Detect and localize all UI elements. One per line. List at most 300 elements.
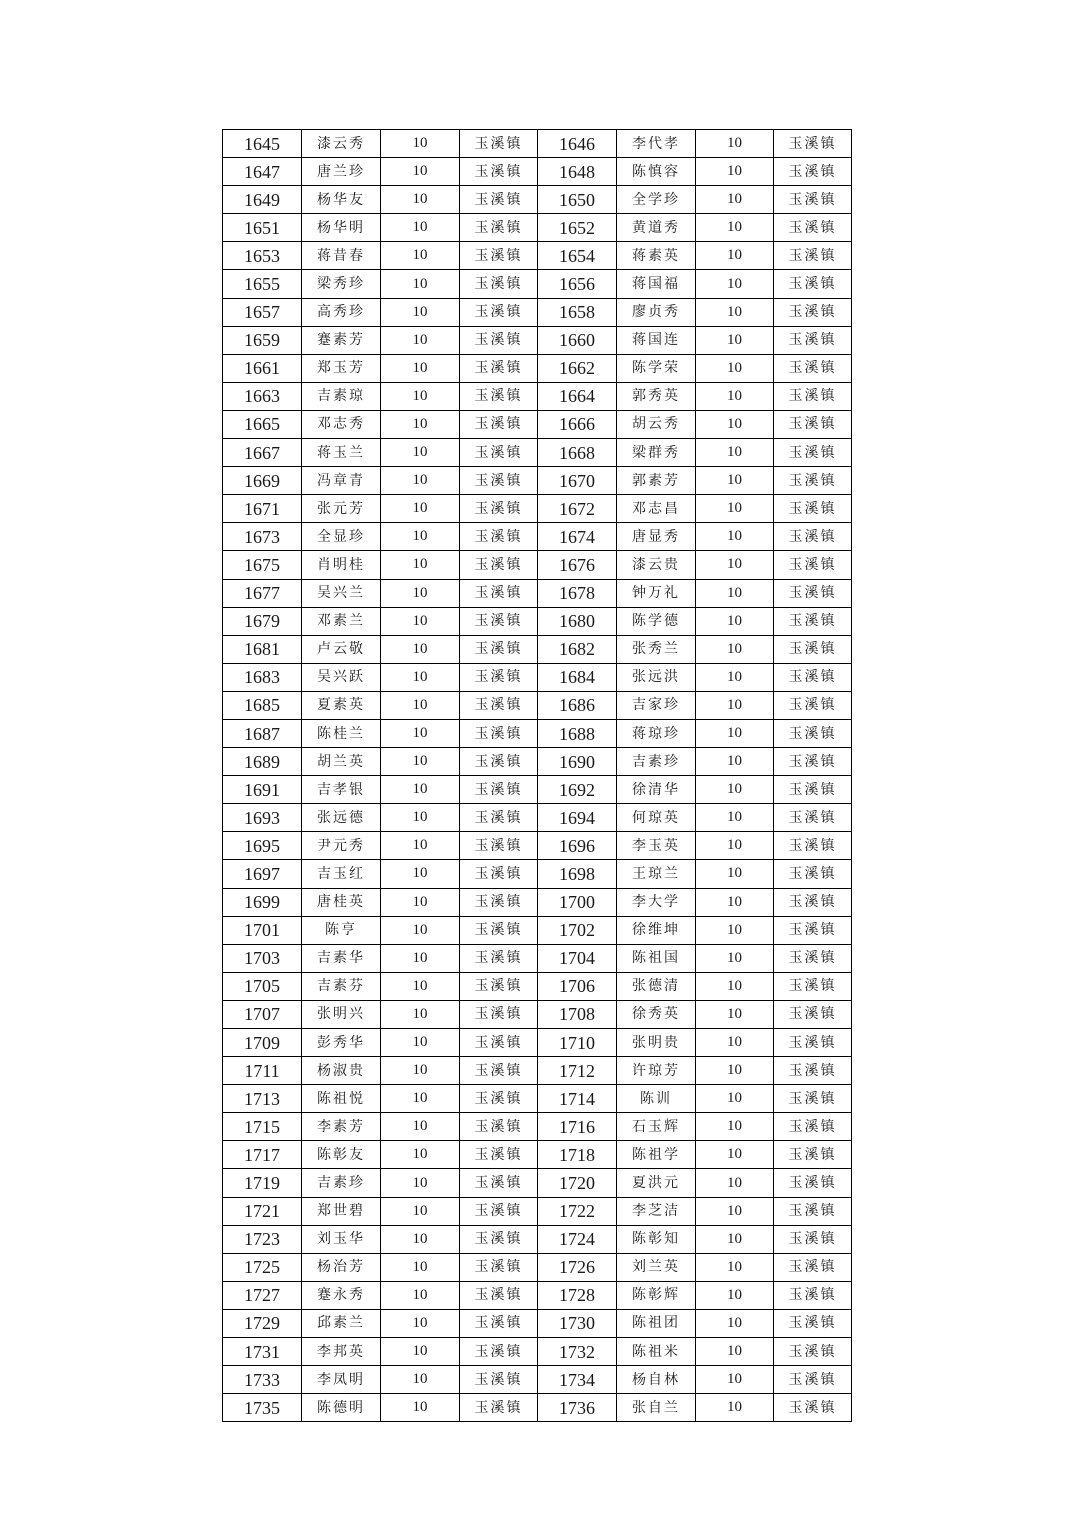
right-entry-name-cell: 张自兰 [617,1394,696,1422]
right-entry-name-cell: 黄道秀 [617,214,696,242]
left-entry-number-cell: 1729 [223,1309,302,1337]
right-entry-town-cell: 玉溪镇 [774,158,852,186]
right-entry-amount-cell: 10 [696,691,774,719]
right-entry-name-cell: 漆云贵 [617,551,696,579]
right-entry-number-cell: 1724 [538,1225,617,1253]
left-entry-number-cell: 1659 [223,326,302,354]
left-entry-name-cell: 唐兰珍 [302,158,381,186]
right-entry-name-cell: 陈彰辉 [617,1281,696,1309]
right-entry-amount-cell: 10 [696,1141,774,1169]
left-entry-number-cell: 1681 [223,635,302,663]
left-entry-amount-cell: 10 [381,1085,460,1113]
left-entry-name-cell: 肖明桂 [302,551,381,579]
table-row [223,776,852,804]
left-entry-amount-cell: 10 [381,1113,460,1141]
left-entry-number-cell: 1657 [223,298,302,326]
right-entry-number-cell: 1664 [538,382,617,410]
right-entry-number-cell: 1656 [538,270,617,298]
left-entry-name-cell: 陈德明 [302,1394,381,1422]
table-row [223,439,852,467]
right-entry-name-cell: 徐清华 [617,776,696,804]
left-entry-name-cell: 胡兰英 [302,748,381,776]
left-entry-town-cell: 玉溪镇 [460,1309,538,1337]
roster-table [222,129,852,1422]
left-entry-name-cell: 蒋玉兰 [302,439,381,467]
right-entry-town-cell: 玉溪镇 [774,1141,852,1169]
right-entry-amount-cell: 10 [696,719,774,747]
left-entry-number-cell: 1653 [223,242,302,270]
right-entry-number-cell: 1734 [538,1366,617,1394]
right-entry-name-cell: 许琼芳 [617,1057,696,1085]
right-entry-amount-cell: 10 [696,1113,774,1141]
right-entry-number-cell: 1700 [538,888,617,916]
right-entry-town-cell: 玉溪镇 [774,944,852,972]
left-entry-amount-cell: 10 [381,1000,460,1028]
left-entry-amount-cell: 10 [381,1057,460,1085]
table-row [223,1085,852,1113]
left-entry-town-cell: 玉溪镇 [460,972,538,1000]
left-entry-amount-cell: 10 [381,1366,460,1394]
right-entry-number-cell: 1678 [538,579,617,607]
right-entry-town-cell: 玉溪镇 [774,579,852,607]
left-entry-name-cell: 陈彰友 [302,1141,381,1169]
right-entry-name-cell: 王琼兰 [617,860,696,888]
left-entry-number-cell: 1679 [223,607,302,635]
right-entry-amount-cell: 10 [696,1281,774,1309]
left-entry-number-cell: 1721 [223,1197,302,1225]
left-entry-number-cell: 1699 [223,888,302,916]
roster-table-body [223,130,852,1422]
left-entry-town-cell: 玉溪镇 [460,467,538,495]
right-entry-town-cell: 玉溪镇 [774,214,852,242]
right-entry-amount-cell: 10 [696,467,774,495]
left-entry-number-cell: 1687 [223,719,302,747]
left-entry-number-cell: 1655 [223,270,302,298]
right-entry-amount-cell: 10 [696,1309,774,1337]
right-entry-name-cell: 蒋素英 [617,242,696,270]
right-entry-name-cell: 陈彰知 [617,1225,696,1253]
table-row [223,916,852,944]
right-entry-amount-cell: 10 [696,804,774,832]
left-entry-town-cell: 玉溪镇 [460,1281,538,1309]
right-entry-number-cell: 1694 [538,804,617,832]
right-entry-amount-cell: 10 [696,439,774,467]
left-entry-name-cell: 吉素芬 [302,972,381,1000]
left-entry-number-cell: 1697 [223,860,302,888]
left-entry-number-cell: 1709 [223,1029,302,1057]
table-row [223,579,852,607]
left-entry-amount-cell: 10 [381,860,460,888]
right-entry-name-cell: 张秀兰 [617,635,696,663]
left-entry-amount-cell: 10 [381,635,460,663]
right-entry-amount-cell: 10 [696,888,774,916]
right-entry-name-cell: 李代孝 [617,130,696,158]
right-entry-name-cell: 张德清 [617,972,696,1000]
right-entry-number-cell: 1732 [538,1338,617,1366]
left-entry-name-cell: 卢云敬 [302,635,381,663]
right-entry-number-cell: 1718 [538,1141,617,1169]
left-entry-amount-cell: 10 [381,382,460,410]
right-entry-name-cell: 郭素芳 [617,467,696,495]
table-row [223,1029,852,1057]
right-entry-town-cell: 玉溪镇 [774,1029,852,1057]
right-entry-amount-cell: 10 [696,1225,774,1253]
left-entry-town-cell: 玉溪镇 [460,944,538,972]
left-entry-amount-cell: 10 [381,1253,460,1281]
left-entry-number-cell: 1695 [223,832,302,860]
left-entry-name-cell: 刘玉华 [302,1225,381,1253]
left-entry-amount-cell: 10 [381,691,460,719]
table-row [223,719,852,747]
left-entry-number-cell: 1713 [223,1085,302,1113]
right-entry-name-cell: 吉家珍 [617,691,696,719]
left-entry-name-cell: 尹元秀 [302,832,381,860]
right-entry-amount-cell: 10 [696,410,774,438]
left-entry-town-cell: 玉溪镇 [460,298,538,326]
right-entry-amount-cell: 10 [696,607,774,635]
right-entry-number-cell: 1684 [538,663,617,691]
right-entry-number-cell: 1688 [538,719,617,747]
right-entry-name-cell: 徐秀英 [617,1000,696,1028]
left-entry-number-cell: 1677 [223,579,302,607]
left-entry-name-cell: 陈桂兰 [302,719,381,747]
right-entry-number-cell: 1728 [538,1281,617,1309]
right-entry-amount-cell: 10 [696,832,774,860]
table-row [223,691,852,719]
right-entry-name-cell: 钟万礼 [617,579,696,607]
right-entry-name-cell: 邓志昌 [617,495,696,523]
table-row [223,1169,852,1197]
left-entry-number-cell: 1701 [223,916,302,944]
left-entry-number-cell: 1693 [223,804,302,832]
left-entry-number-cell: 1691 [223,776,302,804]
right-entry-name-cell: 蒋国福 [617,270,696,298]
right-entry-number-cell: 1658 [538,298,617,326]
left-entry-name-cell: 吉素华 [302,944,381,972]
right-entry-town-cell: 玉溪镇 [774,888,852,916]
left-entry-number-cell: 1683 [223,663,302,691]
left-entry-amount-cell: 10 [381,972,460,1000]
right-entry-amount-cell: 10 [696,1366,774,1394]
right-entry-name-cell: 李大学 [617,888,696,916]
left-entry-town-cell: 玉溪镇 [460,214,538,242]
left-entry-town-cell: 玉溪镇 [460,410,538,438]
left-entry-number-cell: 1645 [223,130,302,158]
left-entry-name-cell: 漆云秀 [302,130,381,158]
right-entry-number-cell: 1716 [538,1113,617,1141]
left-entry-amount-cell: 10 [381,495,460,523]
left-entry-amount-cell: 10 [381,804,460,832]
right-entry-name-cell: 唐显秀 [617,523,696,551]
left-entry-name-cell: 邓素兰 [302,607,381,635]
right-entry-name-cell: 陈祖国 [617,944,696,972]
left-entry-amount-cell: 10 [381,523,460,551]
right-entry-town-cell: 玉溪镇 [774,354,852,382]
left-entry-amount-cell: 10 [381,916,460,944]
left-entry-amount-cell: 10 [381,158,460,186]
right-entry-town-cell: 玉溪镇 [774,1309,852,1337]
table-row [223,1197,852,1225]
left-entry-name-cell: 杨淑贵 [302,1057,381,1085]
left-entry-name-cell: 吉素珍 [302,1169,381,1197]
left-entry-number-cell: 1651 [223,214,302,242]
right-entry-amount-cell: 10 [696,354,774,382]
table-row [223,382,852,410]
left-entry-town-cell: 玉溪镇 [460,1197,538,1225]
left-entry-name-cell: 唐桂英 [302,888,381,916]
right-entry-amount-cell: 10 [696,635,774,663]
left-entry-amount-cell: 10 [381,1338,460,1366]
right-entry-amount-cell: 10 [696,1085,774,1113]
right-entry-town-cell: 玉溪镇 [774,1057,852,1085]
table-row [223,888,852,916]
right-entry-amount-cell: 10 [696,663,774,691]
right-entry-number-cell: 1668 [538,439,617,467]
left-entry-amount-cell: 10 [381,748,460,776]
left-entry-name-cell: 杨华友 [302,186,381,214]
right-entry-town-cell: 玉溪镇 [774,410,852,438]
left-entry-amount-cell: 10 [381,1225,460,1253]
right-entry-town-cell: 玉溪镇 [774,1253,852,1281]
left-entry-town-cell: 玉溪镇 [460,1057,538,1085]
right-entry-town-cell: 玉溪镇 [774,467,852,495]
right-entry-town-cell: 玉溪镇 [774,495,852,523]
right-entry-amount-cell: 10 [696,298,774,326]
left-entry-amount-cell: 10 [381,298,460,326]
left-entry-name-cell: 夏素英 [302,691,381,719]
left-entry-town-cell: 玉溪镇 [460,1085,538,1113]
table-row [223,663,852,691]
table-row [223,1366,852,1394]
left-entry-number-cell: 1673 [223,523,302,551]
right-entry-town-cell: 玉溪镇 [774,326,852,354]
left-entry-name-cell: 陈祖悦 [302,1085,381,1113]
left-entry-town-cell: 玉溪镇 [460,832,538,860]
table-row [223,972,852,1000]
right-entry-name-cell: 陈训 [617,1085,696,1113]
left-entry-amount-cell: 10 [381,270,460,298]
left-entry-town-cell: 玉溪镇 [460,691,538,719]
table-row [223,1000,852,1028]
right-entry-number-cell: 1698 [538,860,617,888]
left-entry-amount-cell: 10 [381,410,460,438]
table-row [223,607,852,635]
right-entry-name-cell: 梁群秀 [617,439,696,467]
left-entry-amount-cell: 10 [381,1197,460,1225]
left-entry-town-cell: 玉溪镇 [460,748,538,776]
left-entry-amount-cell: 10 [381,467,460,495]
right-entry-town-cell: 玉溪镇 [774,130,852,158]
left-entry-name-cell: 梁秀珍 [302,270,381,298]
left-entry-number-cell: 1719 [223,1169,302,1197]
table-row [223,467,852,495]
right-entry-amount-cell: 10 [696,214,774,242]
left-entry-amount-cell: 10 [381,579,460,607]
left-entry-name-cell: 李邦英 [302,1338,381,1366]
left-entry-number-cell: 1715 [223,1113,302,1141]
right-entry-amount-cell: 10 [696,242,774,270]
right-entry-town-cell: 玉溪镇 [774,776,852,804]
table-row [223,944,852,972]
left-entry-town-cell: 玉溪镇 [460,888,538,916]
right-entry-name-cell: 陈祖团 [617,1309,696,1337]
right-entry-name-cell: 张远洪 [617,663,696,691]
left-entry-amount-cell: 10 [381,776,460,804]
left-entry-number-cell: 1717 [223,1141,302,1169]
table-row [223,1253,852,1281]
right-entry-name-cell: 徐维坤 [617,916,696,944]
left-entry-number-cell: 1689 [223,748,302,776]
left-entry-amount-cell: 10 [381,1309,460,1337]
left-entry-town-cell: 玉溪镇 [460,916,538,944]
left-entry-number-cell: 1649 [223,186,302,214]
right-entry-amount-cell: 10 [696,972,774,1000]
right-entry-number-cell: 1652 [538,214,617,242]
left-entry-number-cell: 1733 [223,1366,302,1394]
right-entry-number-cell: 1714 [538,1085,617,1113]
right-entry-number-cell: 1660 [538,326,617,354]
left-entry-name-cell: 郑玉芳 [302,354,381,382]
right-entry-number-cell: 1692 [538,776,617,804]
left-entry-town-cell: 玉溪镇 [460,860,538,888]
left-entry-amount-cell: 10 [381,242,460,270]
left-entry-number-cell: 1663 [223,382,302,410]
left-entry-town-cell: 玉溪镇 [460,354,538,382]
right-entry-amount-cell: 10 [696,382,774,410]
right-entry-name-cell: 李芝洁 [617,1197,696,1225]
right-entry-number-cell: 1704 [538,944,617,972]
right-entry-amount-cell: 10 [696,270,774,298]
left-entry-name-cell: 吴兴跃 [302,663,381,691]
left-entry-name-cell: 吴兴兰 [302,579,381,607]
right-entry-number-cell: 1712 [538,1057,617,1085]
right-entry-name-cell: 吉素珍 [617,748,696,776]
right-entry-name-cell: 何琼英 [617,804,696,832]
right-entry-town-cell: 玉溪镇 [774,551,852,579]
left-entry-town-cell: 玉溪镇 [460,495,538,523]
right-entry-name-cell: 全学珍 [617,186,696,214]
left-entry-name-cell: 蹇永秀 [302,1281,381,1309]
right-entry-number-cell: 1654 [538,242,617,270]
right-entry-town-cell: 玉溪镇 [774,1394,852,1422]
table-row [223,804,852,832]
right-entry-number-cell: 1666 [538,410,617,438]
table-row [223,748,852,776]
right-entry-name-cell: 杨自林 [617,1366,696,1394]
table-row [223,1141,852,1169]
right-entry-number-cell: 1648 [538,158,617,186]
right-entry-amount-cell: 10 [696,1000,774,1028]
right-entry-number-cell: 1646 [538,130,617,158]
right-entry-number-cell: 1706 [538,972,617,1000]
right-entry-town-cell: 玉溪镇 [774,1113,852,1141]
right-entry-town-cell: 玉溪镇 [774,972,852,1000]
left-entry-town-cell: 玉溪镇 [460,1029,538,1057]
table-row [223,158,852,186]
table-row [223,1057,852,1085]
left-entry-amount-cell: 10 [381,214,460,242]
left-entry-town-cell: 玉溪镇 [460,1141,538,1169]
right-entry-town-cell: 玉溪镇 [774,832,852,860]
table-row [223,551,852,579]
left-entry-amount-cell: 10 [381,607,460,635]
right-entry-amount-cell: 10 [696,748,774,776]
left-entry-amount-cell: 10 [381,1141,460,1169]
left-entry-town-cell: 玉溪镇 [460,270,538,298]
left-entry-amount-cell: 10 [381,719,460,747]
right-entry-amount-cell: 10 [696,579,774,607]
left-entry-name-cell: 张元芳 [302,495,381,523]
right-entry-number-cell: 1682 [538,635,617,663]
table-row [223,214,852,242]
left-entry-number-cell: 1647 [223,158,302,186]
left-entry-number-cell: 1723 [223,1225,302,1253]
table-row [223,860,852,888]
right-entry-town-cell: 玉溪镇 [774,719,852,747]
right-entry-number-cell: 1670 [538,467,617,495]
left-entry-town-cell: 玉溪镇 [460,776,538,804]
left-entry-name-cell: 蹇素芳 [302,326,381,354]
right-entry-amount-cell: 10 [696,1057,774,1085]
right-entry-amount-cell: 10 [696,186,774,214]
right-entry-name-cell: 张明贵 [617,1029,696,1057]
left-entry-amount-cell: 10 [381,186,460,214]
right-entry-name-cell: 廖贞秀 [617,298,696,326]
table-row [223,270,852,298]
table-row [223,1113,852,1141]
left-entry-number-cell: 1703 [223,944,302,972]
right-entry-town-cell: 玉溪镇 [774,1366,852,1394]
left-entry-amount-cell: 10 [381,832,460,860]
right-entry-number-cell: 1650 [538,186,617,214]
table-row [223,298,852,326]
table-row [223,130,852,158]
left-entry-number-cell: 1711 [223,1057,302,1085]
left-entry-name-cell: 邱素兰 [302,1309,381,1337]
right-entry-amount-cell: 10 [696,1394,774,1422]
right-entry-number-cell: 1676 [538,551,617,579]
right-entry-amount-cell: 10 [696,916,774,944]
right-entry-town-cell: 玉溪镇 [774,186,852,214]
left-entry-amount-cell: 10 [381,130,460,158]
left-entry-name-cell: 李凤明 [302,1366,381,1394]
right-entry-town-cell: 玉溪镇 [774,270,852,298]
left-entry-name-cell: 蒋昔春 [302,242,381,270]
left-entry-number-cell: 1685 [223,691,302,719]
left-entry-number-cell: 1667 [223,439,302,467]
right-entry-number-cell: 1730 [538,1309,617,1337]
right-entry-town-cell: 玉溪镇 [774,691,852,719]
right-entry-number-cell: 1686 [538,691,617,719]
left-entry-town-cell: 玉溪镇 [460,1366,538,1394]
table-row [223,186,852,214]
table-row [223,832,852,860]
left-entry-amount-cell: 10 [381,1169,460,1197]
left-entry-amount-cell: 10 [381,1029,460,1057]
left-entry-name-cell: 冯章青 [302,467,381,495]
left-entry-town-cell: 玉溪镇 [460,382,538,410]
right-entry-town-cell: 玉溪镇 [774,242,852,270]
right-entry-number-cell: 1726 [538,1253,617,1281]
left-entry-town-cell: 玉溪镇 [460,1169,538,1197]
right-entry-amount-cell: 10 [696,944,774,972]
left-entry-number-cell: 1661 [223,354,302,382]
right-entry-amount-cell: 10 [696,130,774,158]
right-entry-town-cell: 玉溪镇 [774,860,852,888]
left-entry-name-cell: 陈亨 [302,916,381,944]
right-entry-town-cell: 玉溪镇 [774,916,852,944]
left-entry-town-cell: 玉溪镇 [460,186,538,214]
